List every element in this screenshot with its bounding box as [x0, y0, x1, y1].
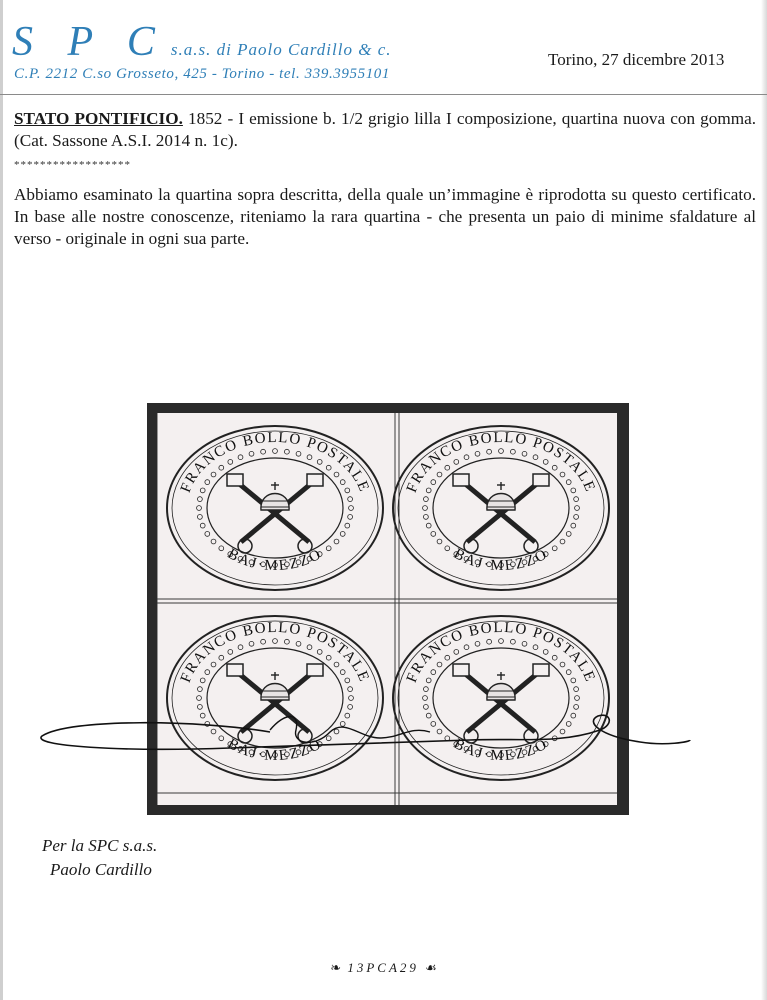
country-title: STATO PONTIFICIO. — [14, 109, 183, 128]
signature-line-1: Per la SPC s.a.s. — [42, 836, 158, 855]
stamp-1 — [167, 426, 383, 590]
stamp-quartina — [157, 413, 617, 805]
ornament-left-icon: ❧ — [330, 960, 342, 975]
stamp-top-text: FRANCO BOLLO POSTALE — [403, 429, 599, 495]
company-logo — [12, 18, 392, 64]
ornament-right-icon: ☙ — [425, 960, 437, 975]
stamp-bottom-text: BAJ·MEZZO — [450, 735, 552, 765]
stamp-bottom-text: BAJ·MEZZO — [224, 545, 326, 575]
stamp-block — [157, 413, 617, 805]
stamp-bottom-text: BAJ·MEZZO — [450, 545, 552, 575]
stamp-3 — [167, 616, 383, 780]
scan-right-edge — [761, 0, 767, 1000]
stamp-top-text: FRANCO BOLLO POSTALE — [177, 429, 373, 495]
serial-number-line — [0, 960, 767, 976]
stamp-top-text: FRANCO BOLLO POSTALE — [403, 619, 599, 685]
stamp-top-text: FRANCO BOLLO POSTALE — [177, 619, 373, 685]
stamp-description — [14, 108, 756, 152]
stamp-photo — [147, 403, 629, 815]
scan-left-edge — [0, 0, 3, 1000]
star-separator: ****************** — [14, 159, 131, 171]
stamp-bottom-text: BAJ·MEZZO — [224, 735, 326, 765]
logo-tagline: s.a.s. di Paolo Cardillo & c. — [170, 40, 392, 59]
certificate-statement: Abbiamo esaminato la quartina sopra descritta, della quale un’immagine è riprodotta su questo certificato. In base alle nostre conoscenze, riteniamo la rara quartina - che presenta un paio di minime sfaldature al verso - originale in ogni sua parte. — [14, 185, 756, 248]
company-address: C.P. 2212 C.so Grosseto, 425 - Torino - tel. 339.3955101 — [14, 66, 390, 82]
logo-letters: S P C — [12, 19, 167, 65]
signature-line-2: Paolo Cardillo — [50, 860, 152, 879]
header-divider — [0, 94, 767, 95]
certificate-date: Torino, 27 dicembre 2013 — [548, 50, 725, 69]
stamp-2 — [393, 426, 609, 590]
description-text: 1852 - I emissione b. 1/2 grigio lilla I composizione, quartina nuova con gomma. (Cat. Sassone A.S.I. 2014 n. 1c). — [14, 109, 757, 150]
stamp-4 — [393, 616, 609, 780]
serial-number: 13PCA29 — [347, 960, 419, 975]
